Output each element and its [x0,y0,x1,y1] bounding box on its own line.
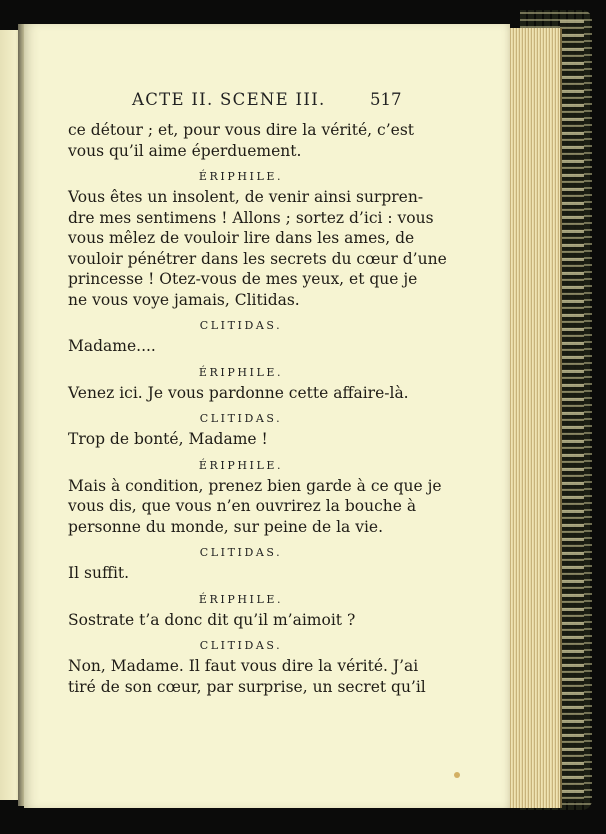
speaker-name: CLITIDAS. [199,639,283,652]
dialogue-body [68,120,447,697]
speech-block [68,120,414,161]
page-number: 517 [370,90,402,109]
text-line: personne du monde, sur peine de la vie. [68,517,384,536]
speech-block [68,383,414,404]
page-text [68,86,447,697]
text-line: vouloir pénétrer dans les secrets du cœur d’une [68,249,447,268]
text-line: dre mes sentimens ! Allons ; sortez d’ici : vous [68,208,434,227]
text-line: tiré de son cœur, par surprise, un secret qu’il [68,677,426,696]
speaker-name: ÉRIPHILE. [198,365,284,379]
speech-block [68,563,414,584]
cover-decorative-border [560,20,584,802]
text-line: vous qu’il aime éperduement. [68,141,302,160]
speaker-name: ÉRIPHILE. [198,170,284,183]
text-line: Trop de bonté, Madame ! [68,430,268,448]
text-line: Madame.... [68,337,156,355]
speech-block [68,187,447,310]
speaker-name: CLITIDAS. [199,319,283,332]
page-header [68,86,414,120]
text-line: Vous êtes un insolent, de venir ainsi surpren- [68,188,424,206]
running-head: ACTE II. SCENE III. [132,90,326,109]
speaker-name: ÉRIPHILE. [198,592,284,606]
speech-block [68,656,426,697]
text-line: ce détour ; et, pour vous dire la vérité, c’est [68,121,414,139]
text-line: princesse ! Otez-vous de mes yeux, et que je [68,270,418,288]
text-line: Il suffit. [68,564,130,582]
speaker-name: CLITIDAS. [199,412,283,425]
paper-stain [454,772,460,778]
speech-block [68,429,414,450]
text-line: Mais à condition, prenez bien garde à ce que je [68,476,442,495]
text-line: ne vous voye jamais, Clitidas. [68,290,300,309]
text-line: vous dis, que vous n’en ouvrirez la bouche à [68,497,417,515]
speech-block [68,336,414,357]
right-page [24,24,510,808]
text-line: Sostrate t’a donc dit qu’il m’aimoit ? [68,610,356,629]
text-line: vous mêlez de vouloir lire dans les ames, de [68,229,415,247]
speaker-name: ÉRIPHILE. [198,458,284,472]
speaker-name: CLITIDAS. [199,546,283,559]
speech-block [68,610,414,631]
text-line: Non, Madame. Il faut vous dire la vérité. J’ai [68,657,419,675]
speech-block [68,476,442,538]
text-line: Venez ici. Je vous pardonne cette affaire-là. [68,383,409,402]
